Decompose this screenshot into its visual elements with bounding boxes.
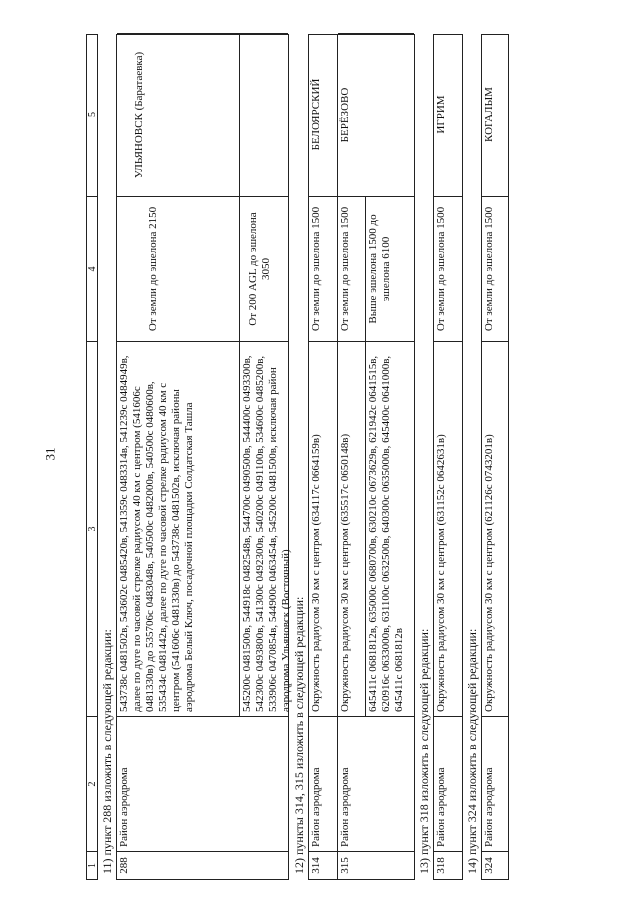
header-col-1: 1: [87, 851, 97, 879]
table-row-315: [337, 34, 415, 880]
row-name: Район аэродрома: [338, 716, 414, 851]
row-altitude: От земли до эшелона 1500: [434, 196, 462, 341]
row-description: [338, 341, 414, 716]
header-col-3: 3: [87, 341, 97, 716]
description-part-a: Окружность радиусом 30 км с центром (635517с 0650148в): [339, 433, 351, 712]
description-part-b: 545200с 0481500в, 544918с 0482548в, 544700с 0490500в, 544400с 0493300в, 542300с 0493800в, 541300с 0492300в, 540200с 0491100в, 534600с 0485200в, 533906с 0470854в, 544900с 0463454в, 545200с 0481500в, исключая район аэродрома Ульяновск (Восточный): [241, 355, 292, 712]
row-name: Район аэродрома: [309, 716, 337, 851]
altitude-part-a: От земли до эшелона 2150: [147, 206, 159, 332]
row-place: БЕЛОЯРСКИЙ: [310, 78, 322, 151]
table-row-318: [433, 34, 463, 880]
row-place: УЛЬЯНОВСК (Баратаевка): [117, 33, 288, 196]
section-title: 11) пункт 288 изложить в следующей редакции:: [100, 629, 114, 874]
table-row-324: [481, 34, 509, 880]
section-title: 13) пункт 318 изложить в следующей редакции:: [417, 628, 431, 874]
row-name: Район аэродрома: [117, 716, 288, 851]
table-row-288: [116, 34, 292, 880]
page-number: 31: [42, 447, 58, 461]
row-description: Окружность радиусом 30 км с центром (621126с 0743201в): [482, 341, 508, 716]
description-part-b: 645411с 0681812в, 635000с 0680700в, 630210с 0673629в, 621942с 0641515в, 620916с 0633000в, 631100с 0632500в, 640300с 0635000в, 645400с 0641000в, 645411с 0681812в: [367, 355, 405, 712]
header-col-4: 4: [87, 196, 97, 341]
row-description: Окружность радиусом 30 км с центром (634117с 0664159в): [309, 341, 337, 716]
altitude-part-b: От 200 AGL до эшелона 3050: [247, 212, 272, 326]
table-header: [86, 34, 98, 880]
row-number: 315: [338, 851, 414, 879]
row-place: ИГРИМ: [435, 95, 447, 134]
row-number: 324: [482, 851, 508, 879]
description-part-a: 543738с 0481502в, 543602с 0485420в, 541359с 0483314в, 541239с 0484949в, далее по дуге по часовой стрелке радиусом 40 км с центром (541606с 0481330в) до 535706с 0483048в, 540500с 0482000в, 540500с 0480600в, 535434с 0481442в, далее по дуге по часовой стрелке радиусом 40 км с центром (541606с 0481330в) до 543738с 0481502в, исключая районы аэродрома Белый Ключ, посадочной площадки Солдатская Ташла: [118, 355, 195, 712]
row-number: 318: [434, 851, 462, 879]
row-place: БЕРЁЗОВО: [338, 33, 414, 196]
table-row-314: [308, 34, 338, 880]
row-name: Район аэродрома: [434, 716, 462, 851]
section-title: 14) пункт 324 изложить в следующей редакции:: [465, 628, 479, 874]
altitude-part-a: От земли до эшелона 1500: [339, 206, 351, 332]
row-name: Район аэродрома: [482, 716, 508, 851]
rotated-table: [86, 34, 495, 880]
row-altitude: [117, 196, 288, 341]
row-divider: [365, 196, 366, 716]
header-col-5: 5: [87, 112, 98, 117]
row-number: 288: [117, 851, 288, 879]
row-altitude: От земли до эшелона 1500: [309, 196, 337, 341]
row-divider: [239, 33, 240, 716]
row-description: Окружность радиусом 30 км с центром (631152с 0642631в): [434, 341, 462, 716]
row-altitude: [338, 196, 414, 341]
header-col-2: 2: [87, 716, 97, 851]
row-number: 314: [309, 851, 337, 879]
altitude-part-b: Выше эшелона 1500 до эшелона 6100: [367, 214, 392, 324]
row-altitude: От земли до эшелона 1500: [482, 196, 508, 341]
row-place: КОГАЛЫМ: [483, 87, 495, 142]
section-title: 12) пункты 314, 315 изложить в следующей редакции:: [292, 596, 306, 874]
row-description: [117, 341, 292, 716]
